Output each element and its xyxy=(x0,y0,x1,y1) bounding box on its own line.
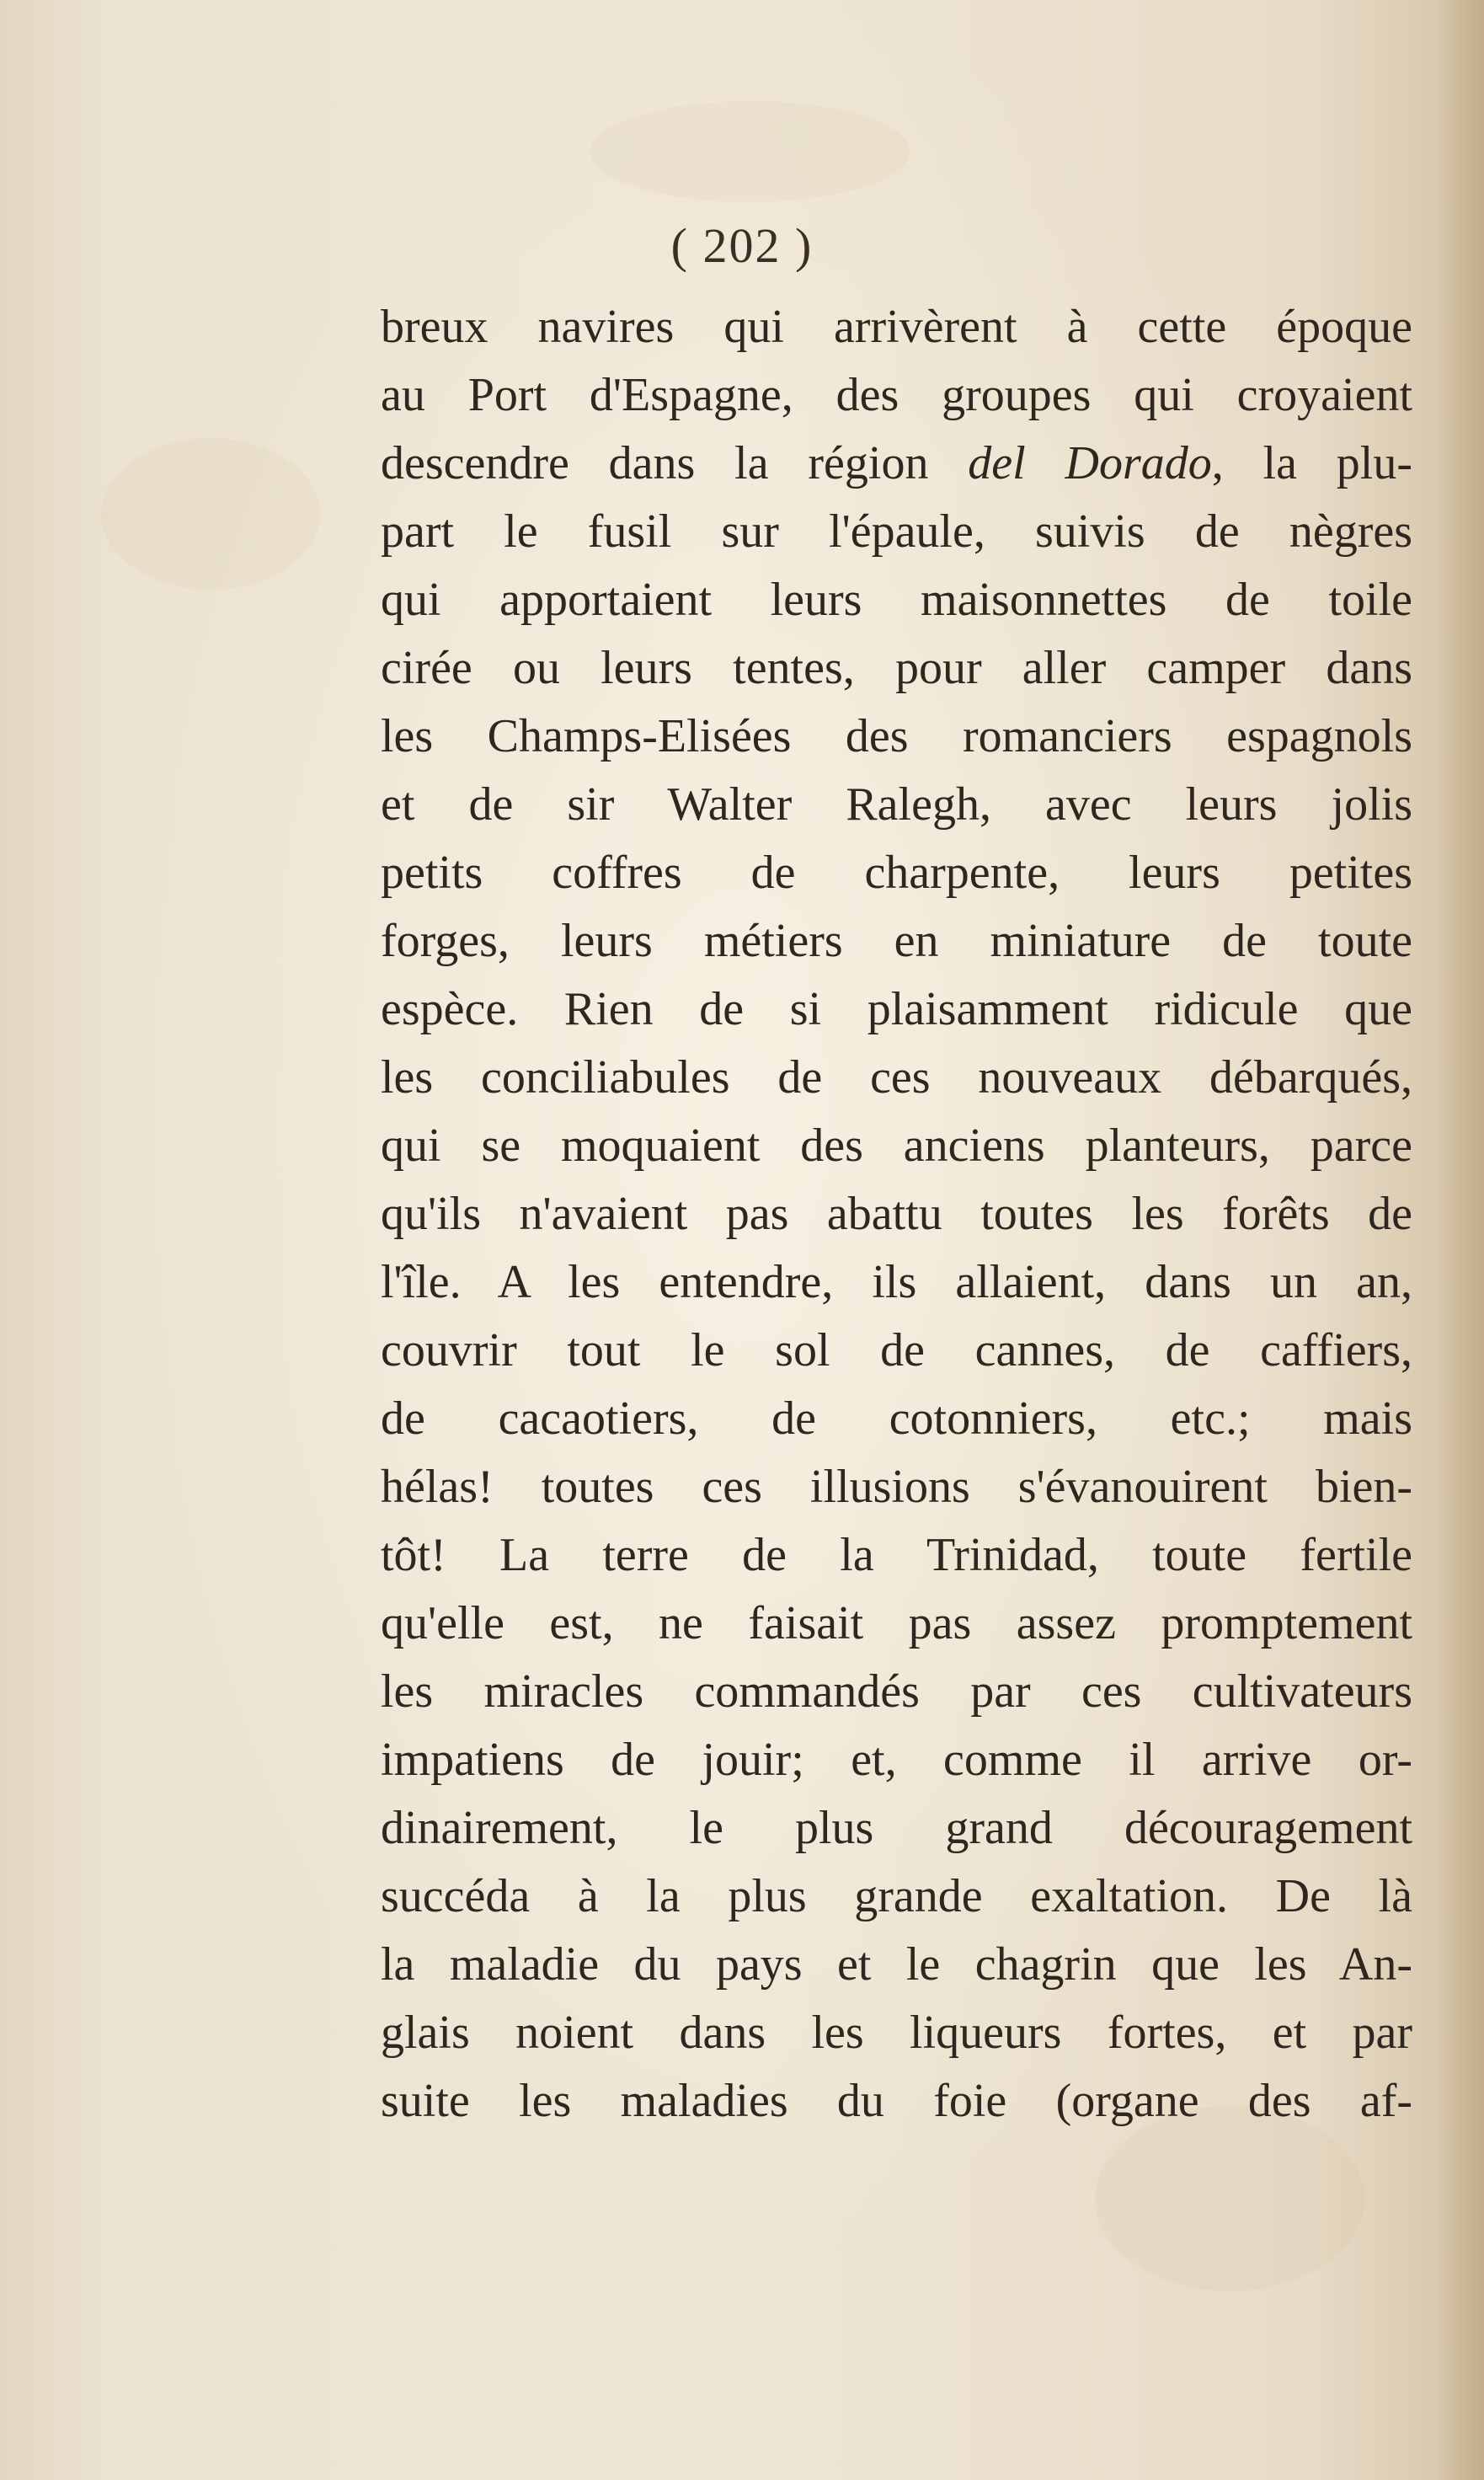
text-line: forges, leurs métiers en miniature de toute xyxy=(381,915,1412,967)
text-line: petits coffres de charpente, leurs petites xyxy=(381,847,1412,899)
text-line: de cacaotiers, de cotonniers, etc.; mais xyxy=(381,1392,1412,1445)
text-line: qui apportaient leurs maisonnettes de toile xyxy=(381,574,1412,626)
text-line: les conciliabules de ces nouveaux débarqués, xyxy=(381,1051,1412,1104)
page-edge-shadow xyxy=(1433,0,1484,2480)
text-line: suite les maladies du foie (organe des af- xyxy=(381,2075,1412,2127)
paper-stain xyxy=(101,438,320,590)
text-line: espèce. Rien de si plaisamment ridicule que xyxy=(381,983,1412,1035)
text-line: qui se moquaient des anciens planteurs, parce xyxy=(381,1120,1412,1172)
text-line: l'île. A les entendre, ils allaient, dans un an, xyxy=(381,1256,1412,1308)
text-line: qu'ils n'avaient pas abattu toutes les forêts de xyxy=(381,1188,1412,1240)
body-text xyxy=(381,293,1412,2135)
text-line: glais noient dans les liqueurs fortes, et par xyxy=(381,2007,1412,2059)
text-line: part le fusil sur l'épaule, suivis de nègres xyxy=(381,505,1412,558)
text-line: les Champs-Elisées des romanciers espagnols xyxy=(381,710,1412,762)
text-line: hélas! toutes ces illusions s'évanouirent bien- xyxy=(381,1461,1412,1513)
text-line: succéda à la plus grande exaltation. De là xyxy=(381,1870,1412,1922)
text-line: impatiens de jouir; et, comme il arrive or- xyxy=(381,1734,1412,1786)
text-line: cirée ou leurs tentes, pour aller camper dans xyxy=(381,642,1412,694)
text-line: qu'elle est, ne faisait pas assez promptement xyxy=(381,1597,1412,1649)
text-line: les miracles commandés par ces cultivateurs xyxy=(381,1665,1412,1718)
text-line: descendre dans la région del Dorado, la plu- xyxy=(381,437,1412,489)
text-line: au Port d'Espagne, des groupes qui croyaient xyxy=(381,369,1412,421)
page-number: ( 202 ) xyxy=(670,218,814,273)
text-line: couvrir tout le sol de cannes, de caffiers, xyxy=(381,1324,1412,1376)
text-line: et de sir Walter Ralegh, avec leurs jolis xyxy=(381,778,1412,831)
text-line: breux navires qui arrivèrent à cette époque xyxy=(381,301,1412,353)
text-line: tôt! La terre de la Trinidad, toute fertile xyxy=(381,1529,1412,1581)
text-line: la maladie du pays et le chagrin que les An- xyxy=(381,1938,1412,1991)
italic-phrase: del Dorado xyxy=(968,437,1212,489)
text-line: dinairement, le plus grand découragement xyxy=(381,1802,1412,1854)
paper-stain xyxy=(590,101,910,202)
